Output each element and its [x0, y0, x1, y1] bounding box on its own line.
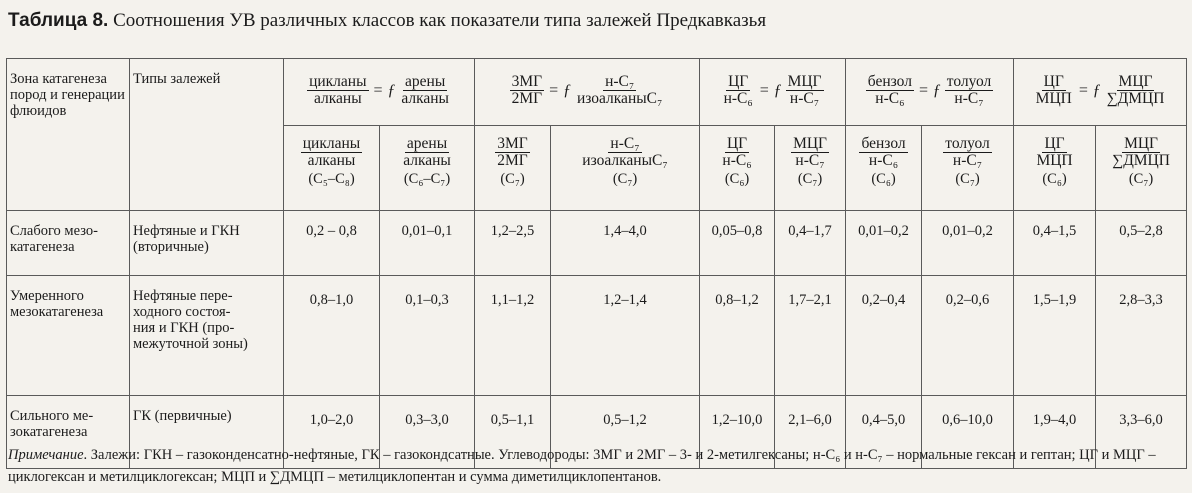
row-deposit: ГК (первичные) — [130, 396, 284, 469]
subheader-cell: $\frac{ЦГ}{\text{н-С₆}}$ (C₆) — [700, 126, 775, 211]
table-note — [8, 444, 1184, 488]
value-cell: 0,5–2,8 — [1096, 211, 1187, 276]
table-row — [7, 276, 1187, 396]
value-cell: 1,4–4,0 — [551, 211, 700, 276]
caption-label: Таблица 8. — [8, 10, 109, 31]
header-eq-1: $\frac{\text{цикланы}}{\text{алканы}}$ = ƒ $\frac{\text{арены}}{\text{алканы}}$ — [284, 59, 475, 126]
header-eq-4: $\frac{\text{бензол}}{\text{н-С₆}}$ = ƒ $\frac{\text{толуол}}{\text{н-С₇}}$ — [846, 59, 1014, 126]
row-zone: Умеренного мезокатагенеза — [7, 276, 130, 396]
value-cell: 2,1–6,0 — [775, 396, 846, 469]
value-cell: 0,2–0,4 — [846, 276, 922, 396]
row-deposit: Нефтяные пере- ходного состоя- ния и ГКН (про- межуточной зоны) — [130, 276, 284, 396]
value-cell: 0,5–1,1 — [475, 396, 551, 469]
subheader-cell: $\frac{\text{толуол}}{\text{н-С₇}}$ (C₇) — [922, 126, 1014, 211]
data-table — [6, 58, 1187, 469]
row-zone: Слабого мезо- катагенеза — [7, 211, 130, 276]
value-cell: 0,01–0,2 — [846, 211, 922, 276]
value-cell: 0,4–1,7 — [775, 211, 846, 276]
table-caption — [8, 10, 766, 32]
value-cell: 0,4–1,5 — [1014, 211, 1096, 276]
header-eq-3: $\frac{ЦГ}{\text{н-С₆}}$ = ƒ $\frac{\text{МЦГ}}{\text{н-С₇}}$ — [700, 59, 846, 126]
value-cell: 0,3–3,0 — [380, 396, 475, 469]
value-cell: 0,1–0,3 — [380, 276, 475, 396]
value-cell: 1,0–2,0 — [284, 396, 380, 469]
header-deposit: Типы залежей — [130, 59, 284, 211]
subheader-cell: $\frac{3МГ}{2МГ}$ (C₇) — [475, 126, 551, 211]
subheader-cell: $\frac{ЦГ}{\text{МЦП}}$ (C₆) — [1014, 126, 1096, 211]
value-cell: 0,6–10,0 — [922, 396, 1014, 469]
value-cell: 0,2–0,6 — [922, 276, 1014, 396]
header-zone: Зона катагенеза пород и генерации флюидов — [7, 59, 130, 211]
value-cell: 0,8–1,2 — [700, 276, 775, 396]
header-row-1 — [7, 59, 1187, 126]
value-cell: 1,5–1,9 — [1014, 276, 1096, 396]
value-cell: 0,05–0,8 — [700, 211, 775, 276]
value-cell: 0,01–0,2 — [922, 211, 1014, 276]
header-eq-5: $\frac{ЦГ}{\text{МЦП}}$ = ƒ $\frac{\text{МЦГ}}{\text{∑ДМЦП}}$ — [1014, 59, 1187, 126]
table-row — [7, 211, 1187, 276]
value-cell: 1,2–1,4 — [551, 276, 700, 396]
value-cell: 1,9–4,0 — [1014, 396, 1096, 469]
subheader-cell: $\frac{\text{бензол}}{\text{н-С₆}}$ (C₆) — [846, 126, 922, 211]
subheader-cell: $\frac{\text{цикланы}}{\text{алканы}}$ (C₅–C₈) — [284, 126, 380, 211]
row-zone: Сильного ме- зокатагенеза — [7, 396, 130, 469]
value-cell: 3,3–6,0 — [1096, 396, 1187, 469]
value-cell: 0,01–0,1 — [380, 211, 475, 276]
subheader-cell: $\frac{\text{арены}}{\text{алканы}}$ (C₆–C₇) — [380, 126, 475, 211]
caption-text: Соотношения УВ различных классов как показатели типа залежей Предкавказья — [108, 10, 767, 31]
row-deposit: Нефтяные и ГКН (вторичные) — [130, 211, 284, 276]
subheader-cell: $\frac{\text{МЦГ}}{\text{∑ДМЦП}}$ (C₇) — [1096, 126, 1187, 211]
note-label: Примечание — [8, 447, 84, 463]
value-cell: 1,2–2,5 — [475, 211, 551, 276]
value-cell: 1,7–2,1 — [775, 276, 846, 396]
value-cell: 1,1–1,2 — [475, 276, 551, 396]
subheader-cell: $\frac{\text{МЦГ}}{\text{н-С₇}}$ (C₇) — [775, 126, 846, 211]
subheader-cell: $\frac{\text{н-С₇}}{\text{изоалканыС₇}}$ (C₇) — [551, 126, 700, 211]
note-text: . Залежи: ГКН – газоконденсатно-нефтяные, ГК – газокондсатные. Углеводороды: 3МГ и 2МГ – 3- и 2-метилгексаны; н-С₆ и н-С₇ – нормальные гексан и гептан; ЦГ и МЦГ – циклогексан и метилциклогексан; МЦП и ∑ДМЦП – метилциклопентан и сумма диметилциклопентанов. — [8, 447, 1156, 485]
value-cell: 0,8–1,0 — [284, 276, 380, 396]
header-eq-2: $\frac{3МГ}{2МГ}$ = ƒ $\frac{\text{н-С₇}}{\text{изоалканыС₇}}$ — [475, 59, 700, 126]
value-cell: 0,4–5,0 — [846, 396, 922, 469]
value-cell: 1,2–10,0 — [700, 396, 775, 469]
value-cell: 2,8–3,3 — [1096, 276, 1187, 396]
value-cell: 0,2 – 0,8 — [284, 211, 380, 276]
value-cell: 0,5–1,2 — [551, 396, 700, 469]
